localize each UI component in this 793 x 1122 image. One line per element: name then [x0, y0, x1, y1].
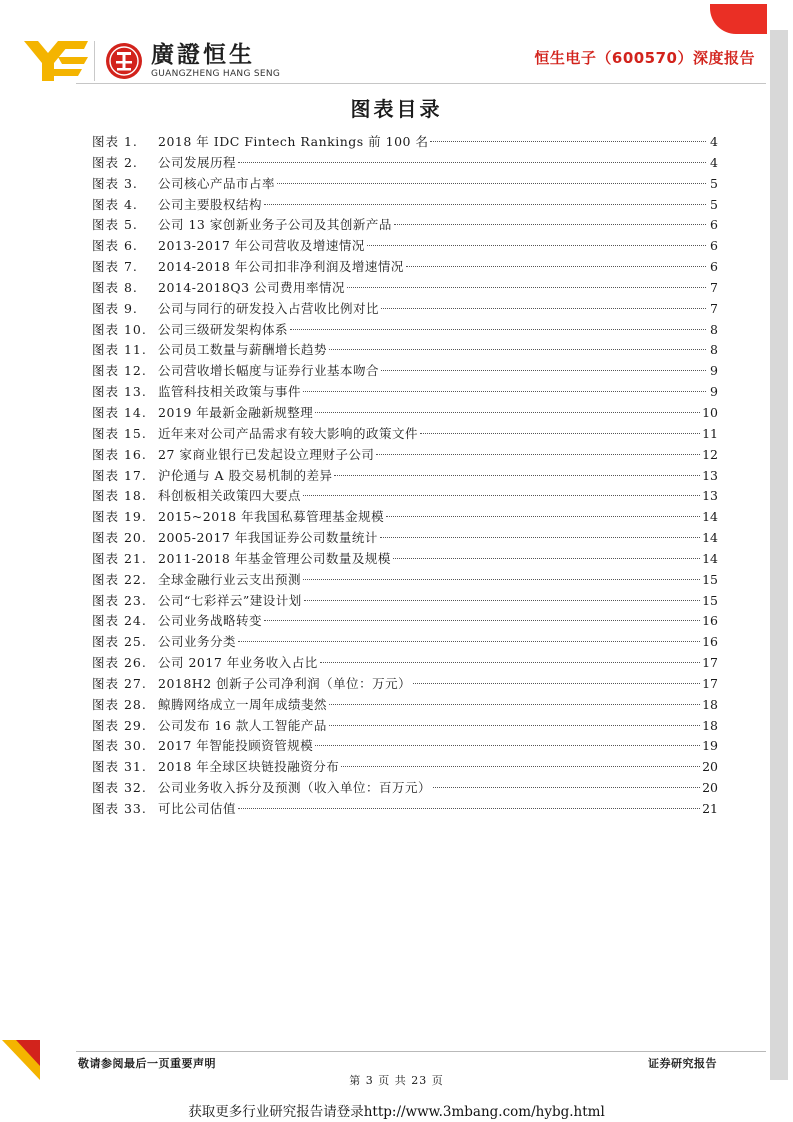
- toc-item[interactable]: [92, 445, 718, 466]
- toc-item[interactable]: [92, 653, 718, 674]
- toc-item-page[interactable]: 9: [710, 384, 718, 400]
- header-corner-decoration: [710, 4, 767, 34]
- toc-item-label: 图表 30.: [92, 738, 147, 754]
- toc-item-label: 图表 29.: [92, 717, 147, 733]
- toc-item-leader: [238, 162, 706, 163]
- toc-item[interactable]: [92, 403, 718, 424]
- toc-item-page[interactable]: 7: [710, 300, 718, 316]
- toc-item-leader: [320, 662, 700, 663]
- toc-item-text[interactable]: 2015~2018 年我国私募管理基金规模: [158, 509, 385, 525]
- toc-item-label: 图表 9.: [92, 300, 138, 316]
- toc-item-label: 图表 3.: [92, 175, 138, 191]
- toc-item-page[interactable]: 12: [702, 446, 718, 462]
- toc-item-leader: [238, 808, 700, 809]
- toc-item-text[interactable]: 2017 年智能投顾资管规模: [158, 738, 314, 754]
- toc-item[interactable]: [92, 382, 718, 403]
- toc-item[interactable]: [92, 174, 718, 195]
- toc-item-text[interactable]: 2018H2 创新子公司净利润（单位：万元）: [158, 675, 412, 691]
- toc-item-page[interactable]: 18: [702, 717, 718, 733]
- toc-title: 图表目录: [350, 97, 443, 121]
- toc-item-leader: [290, 329, 706, 330]
- toc-item-page[interactable]: 15: [702, 592, 718, 608]
- toc-item-leader: [381, 370, 706, 371]
- toc-item[interactable]: [92, 507, 718, 528]
- toc-item[interactable]: [92, 528, 718, 549]
- toc-item-page[interactable]: 8: [710, 321, 718, 337]
- toc-item-page[interactable]: 17: [702, 655, 718, 671]
- toc-item-leader: [347, 287, 706, 288]
- toc-item-leader: [315, 745, 700, 746]
- toc-item-label: 图表 17.: [92, 467, 147, 483]
- toc-item-page[interactable]: 4: [710, 154, 718, 170]
- toc-item-label: 图表 24.: [92, 613, 147, 629]
- toc-item-leader: [393, 558, 700, 559]
- toc-item-label: 图表 23.: [92, 592, 147, 608]
- toc-item-leader: [376, 454, 700, 455]
- toc-item[interactable]: [92, 757, 718, 778]
- toc-item-page[interactable]: 15: [702, 571, 718, 587]
- toc-item-text[interactable]: 公司 13 家创新业务子公司及其创新产品: [158, 217, 392, 233]
- toc-item-text[interactable]: 公司业务分类: [158, 634, 237, 650]
- toc-item-text[interactable]: 公司与同行的研发投入占营收比例对比: [158, 300, 380, 316]
- logo-english-name: GUANGZHENG HANG SENG: [151, 69, 281, 79]
- toc-item-text[interactable]: 2005-2017 年我国证券公司数量统计: [158, 530, 378, 546]
- toc-item-label: 图表 10.: [92, 321, 147, 337]
- toc-item-text[interactable]: 全球金融行业云支出预测: [158, 571, 302, 587]
- toc-item-label: 图表 12.: [92, 363, 147, 379]
- toc-item-label: 图表 8.: [92, 279, 138, 295]
- toc-item-label: 图表 31.: [92, 759, 147, 775]
- toc-item[interactable]: [92, 320, 718, 341]
- toc-item-text[interactable]: 2019 年最新金融新规整理: [158, 404, 314, 420]
- toc-item[interactable]: [92, 591, 718, 612]
- toc-item-label: 图表 28.: [92, 696, 147, 712]
- toc-item-page[interactable]: 13: [702, 488, 718, 504]
- toc-item-page[interactable]: 5: [710, 175, 718, 191]
- toc-item-leader: [433, 787, 700, 788]
- toc-item-label: 图表 22.: [92, 571, 147, 587]
- toc-item-text[interactable]: 公司营收增长幅度与证券行业基本吻合: [158, 363, 380, 379]
- toc-item-label: 图表 14.: [92, 404, 147, 420]
- toc-item-leader: [264, 204, 706, 205]
- toc-item-page[interactable]: 6: [710, 217, 718, 233]
- toc-item-leader: [329, 704, 700, 705]
- toc-item-label: 图表 33.: [92, 801, 147, 816]
- toc-item-leader: [420, 433, 700, 434]
- toc-item[interactable]: [92, 195, 718, 216]
- toc-item-text[interactable]: 监管科技相关政策与事件: [158, 384, 302, 400]
- toc-item[interactable]: [92, 466, 718, 487]
- toc-item-label: 图表 32.: [92, 780, 147, 796]
- toc-item-leader: [315, 412, 700, 413]
- footer-disclaimer: 敬请参阅最后一页重要声明: [78, 1057, 216, 1070]
- toc-item-text[interactable]: 2014-2018 年公司扣非净利润及增速情况: [158, 259, 404, 275]
- toc-item[interactable]: [92, 632, 718, 653]
- toc-item-leader: [341, 766, 700, 767]
- toc-item-text[interactable]: 公司三级研发架构体系: [158, 321, 289, 337]
- toc-list: [92, 132, 718, 820]
- toc-item-label: 图表 13.: [92, 384, 147, 400]
- toc-item-leader: [303, 391, 706, 392]
- toc-item-page[interactable]: 6: [710, 259, 718, 275]
- toc-item-label: 图表 1.: [92, 134, 138, 149]
- toc-item[interactable]: [92, 278, 718, 299]
- footer-divider: [76, 1051, 766, 1052]
- toc-item-label: 图表 20.: [92, 530, 147, 546]
- toc-item-leader: [303, 495, 700, 496]
- toc-item-leader: [238, 641, 700, 642]
- toc-item-page[interactable]: 14: [702, 530, 718, 546]
- toc-item[interactable]: [92, 799, 718, 820]
- toc-item-text[interactable]: 2014-2018Q3 公司费用率情况: [158, 279, 346, 295]
- toc-item-leader: [406, 266, 706, 267]
- toc-item-page[interactable]: 16: [702, 613, 718, 629]
- toc-item-leader: [329, 349, 706, 350]
- toc-item-label: 图表 16.: [92, 446, 147, 462]
- toc-item-text[interactable]: 近年来对公司产品需求有较大影响的政策文件: [158, 425, 419, 441]
- toc-item-page[interactable]: 17: [702, 675, 718, 691]
- toc-item-text[interactable]: 公司“七彩祥云”建设计划: [158, 592, 302, 608]
- toc-item-text[interactable]: 公司业务战略转变: [158, 613, 263, 629]
- toc-item-text[interactable]: 27 家商业银行已发起设立理财子公司: [158, 446, 375, 462]
- toc-item-text[interactable]: 2018 年全球区块链投融资分布: [158, 759, 340, 775]
- toc-item[interactable]: [92, 695, 718, 716]
- toc-item-label: 图表 11.: [92, 342, 147, 358]
- yf-logo-icon: [24, 41, 88, 81]
- page-indicator: 第 3 页 共 23 页: [349, 1074, 444, 1087]
- toc-item-text[interactable]: 公司业务收入拆分及预测（收入单位：百万元）: [158, 780, 432, 796]
- toc-item-label: 图表 27.: [92, 675, 147, 691]
- company-logo: [24, 40, 280, 82]
- toc-item-text[interactable]: 沪伦通与 A 股交易机制的差异: [158, 467, 333, 483]
- toc-item-text[interactable]: 公司主要股权结构: [158, 196, 263, 212]
- toc-item-text[interactable]: 2013-2017 年公司营收及增速情况: [158, 238, 365, 254]
- toc-item-text[interactable]: 2011-2018 年基金管理公司数量及规模: [158, 550, 391, 566]
- toc-item-text[interactable]: 可比公司估值: [158, 801, 237, 816]
- toc-item-page[interactable]: 5: [710, 196, 718, 212]
- seal-logo-icon: [105, 42, 143, 80]
- toc-item[interactable]: [92, 611, 718, 632]
- toc-item-page[interactable]: 4: [710, 134, 718, 149]
- toc-item-leader: [381, 308, 706, 309]
- toc-item-leader: [304, 600, 700, 601]
- footer-doc-type: 证券研究报告: [648, 1057, 717, 1070]
- toc-item[interactable]: [92, 570, 718, 591]
- toc-item[interactable]: [92, 215, 718, 236]
- toc-item-label: 图表 26.: [92, 655, 147, 671]
- toc-item-label: 图表 6.: [92, 238, 138, 254]
- toc-item-page[interactable]: 21: [702, 801, 718, 816]
- toc-item-leader: [386, 516, 700, 517]
- toc-item-page[interactable]: 16: [702, 634, 718, 650]
- toc-item-leader: [329, 725, 700, 726]
- toc-item[interactable]: [92, 778, 718, 799]
- toc-item[interactable]: [92, 486, 718, 507]
- toc-item-label: 图表 5.: [92, 217, 138, 233]
- toc-item-page[interactable]: 9: [710, 363, 718, 379]
- toc-item[interactable]: [92, 716, 718, 737]
- toc-item-text[interactable]: 公司 2017 年业务收入占比: [158, 655, 318, 671]
- toc-item-leader: [303, 579, 700, 580]
- toc-item-leader: [394, 224, 706, 225]
- toc-item-page[interactable]: 18: [702, 696, 718, 712]
- toc-item-text[interactable]: 公司核心产品市占率: [158, 175, 276, 191]
- header-divider: [76, 83, 766, 84]
- toc-item-text[interactable]: 公司员工数量与薪酬增长趋势: [158, 342, 328, 358]
- toc-item-label: 图表 4.: [92, 196, 138, 212]
- toc-item-page[interactable]: 13: [702, 467, 718, 483]
- report-title: 恒生电子（600570）深度报告: [534, 49, 755, 67]
- toc-item-text[interactable]: 科创板相关政策四大要点: [158, 488, 302, 504]
- toc-item-page[interactable]: 14: [702, 509, 718, 525]
- toc-item-leader: [413, 683, 700, 684]
- toc-item[interactable]: [92, 361, 718, 382]
- toc-item-text[interactable]: 公司发展历程: [158, 154, 237, 170]
- toc-item-label: 图表 15.: [92, 425, 147, 441]
- toc-item-label: 图表 2.: [92, 154, 138, 170]
- toc-item-page[interactable]: 10: [702, 404, 718, 420]
- toc-item-text[interactable]: 鲸腾网络成立一周年成绩斐然: [158, 696, 328, 712]
- toc-item-label: 图表 25.: [92, 634, 147, 650]
- logo-divider: [94, 41, 95, 81]
- toc-item[interactable]: [92, 736, 718, 757]
- toc-item[interactable]: [92, 236, 718, 257]
- toc-item-page[interactable]: 7: [710, 279, 718, 295]
- toc-item[interactable]: [92, 674, 718, 695]
- toc-item-leader: [380, 537, 700, 538]
- toc-item[interactable]: [92, 299, 718, 320]
- download-link[interactable]: 获取更多行业研究报告请登录http://www.3mbang.com/hybg.html: [188, 1104, 605, 1120]
- toc-item-leader: [277, 183, 706, 184]
- toc-item-label: 图表 19.: [92, 509, 147, 525]
- toc-item-leader: [264, 620, 700, 621]
- toc-item-leader: [430, 141, 706, 142]
- right-side-bar: [770, 30, 788, 1080]
- toc-item-text[interactable]: 公司发布 16 款人工智能产品: [158, 717, 327, 733]
- toc-item-page[interactable]: 20: [702, 780, 718, 796]
- toc-item[interactable]: [92, 153, 718, 174]
- toc-item-page[interactable]: 14: [702, 550, 718, 566]
- toc-item-page[interactable]: 8: [710, 342, 718, 358]
- toc-item[interactable]: [92, 549, 718, 570]
- toc-item[interactable]: [92, 424, 718, 445]
- toc-item-page[interactable]: 20: [702, 759, 718, 775]
- toc-item-leader: [367, 245, 706, 246]
- toc-item[interactable]: [92, 132, 718, 153]
- toc-item[interactable]: [92, 340, 718, 361]
- toc-item-label: 图表 21.: [92, 550, 147, 566]
- toc-item[interactable]: [92, 257, 718, 278]
- toc-item-page[interactable]: 19: [702, 738, 718, 754]
- toc-item-leader: [334, 475, 700, 476]
- toc-item-label: 图表 7.: [92, 259, 138, 275]
- toc-item-page[interactable]: 6: [710, 238, 718, 254]
- logo-chinese-name: 廣證恒生: [151, 41, 255, 68]
- toc-item-label: 图表 18.: [92, 488, 147, 504]
- toc-item-page[interactable]: 11: [702, 425, 718, 441]
- toc-item-text[interactable]: 2018 年 IDC Fintech Rankings 前 100 名: [158, 134, 429, 149]
